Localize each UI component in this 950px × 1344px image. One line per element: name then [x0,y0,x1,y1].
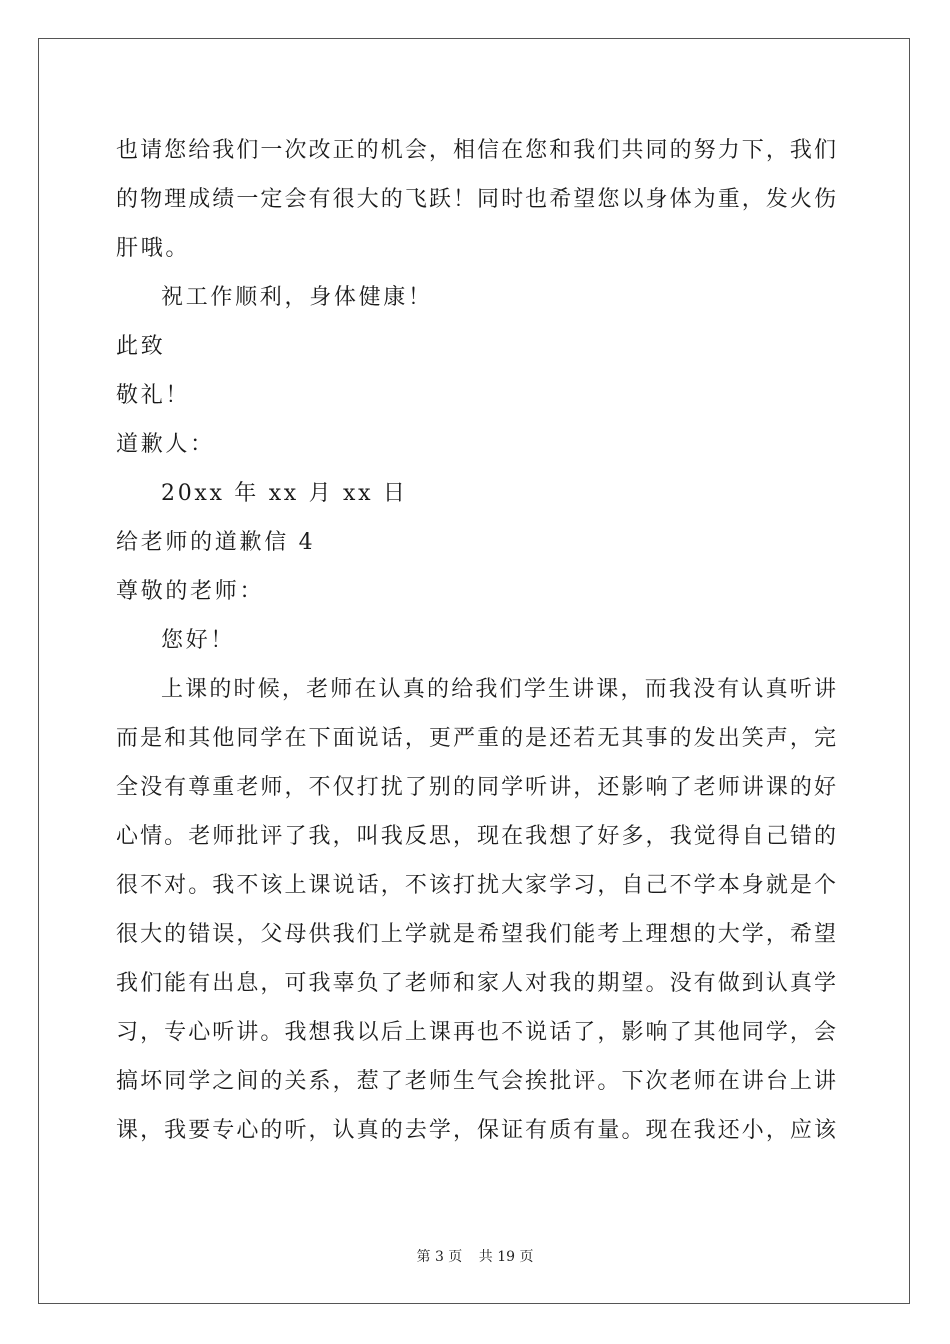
text-line: 尊敬的老师： [116,579,265,604]
text-line: 肝哦。 [116,236,191,261]
text-line: 搞坏同学之间的关系，惹了老师生气会挨批评。下次老师在讲台上讲 [116,1069,836,1094]
page-footer [0,1246,950,1266]
text-line: 很不对。我不该上课说话，不该打扰大家学习，自己不学本身就是个 [116,873,836,898]
text-line: 敬礼！ [116,383,191,408]
text-line: 上课的时候，老师在认真的给我们学生讲课，而我没有认真听讲 [161,677,836,702]
text-line: 此致 [116,334,166,359]
document-body [116,126,836,1155]
text-line: 我们能有出息，可我辜负了老师和家人对我的期望。没有做到认真学 [116,971,836,996]
text-line: 课，我要专心的听，认真的去学，保证有质有量。现在我还小，应该 [116,1118,836,1143]
text-line: 很大的错误，父母供我们上学就是希望我们能考上理想的大学，希望 [116,922,836,947]
text-line: 全没有尊重老师，不仅打扰了别的同学听讲，还影响了老师讲课的好 [116,775,836,800]
text-line: 习，专心听讲。我想我以后上课再也不说话了，影响了其他同学，会 [116,1020,836,1045]
page-total: 共 19 页 [478,1249,534,1265]
text-line: 道歉人： [116,432,215,457]
text-line: 您好！ [161,628,236,653]
text-line: 而是和其他同学在下面说话，更严重的是还若无其事的发出笑声，完 [116,726,836,751]
text-line: 也请您给我们一次改正的机会，相信在您和我们共同的努力下，我们 [116,138,836,163]
page-number: 第 3 页 [416,1249,463,1265]
text-line: 心情。老师批评了我，叫我反思，现在我想了好多，我觉得自己错的 [116,824,836,849]
text-line: 给老师的道歉信 4 [116,530,316,555]
text-line: 祝工作顺利，身体健康！ [161,285,433,310]
text-line: 的物理成绩一定会有很大的飞跃！同时也希望您以身体为重，发火伤 [116,187,836,212]
text-line: 20xx 年 xx 月 xx 日 [161,481,408,506]
